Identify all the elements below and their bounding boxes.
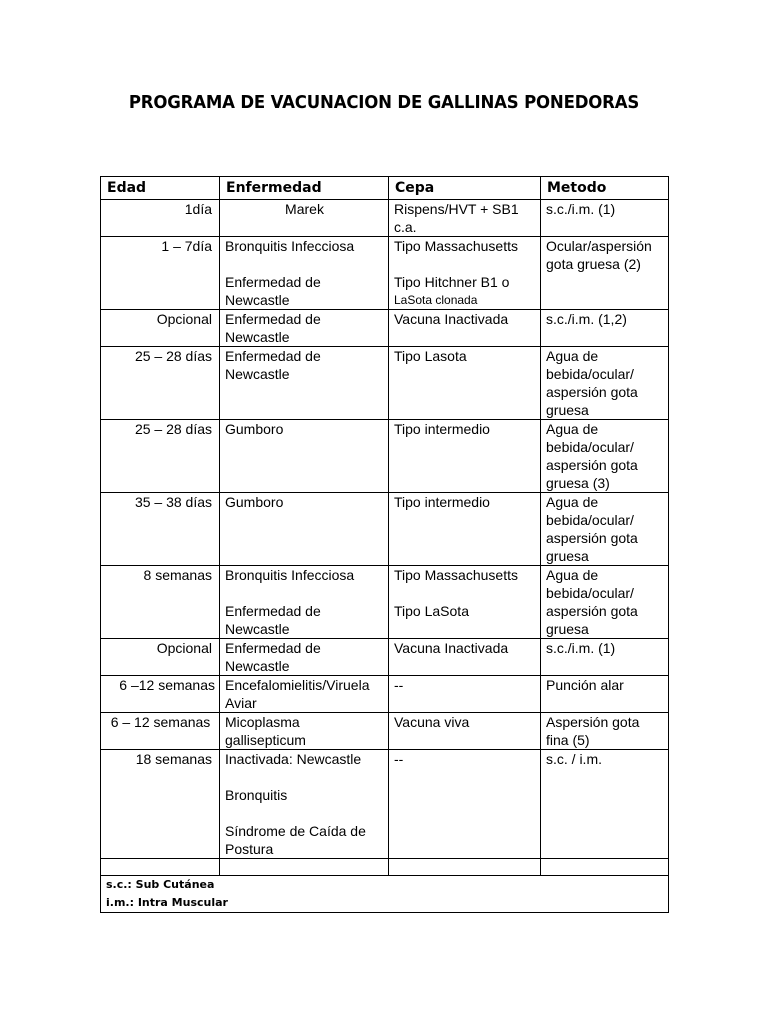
cell-edad: 25 – 28 días [101, 347, 220, 420]
cell-empty [541, 859, 669, 876]
cell-cepa [389, 566, 541, 639]
cell-cepa: Vacuna Inactivada [389, 310, 541, 347]
cell-enfermedad: Gumboro [220, 420, 389, 493]
cell-metodo: Agua de bebida/ocular/ aspersión gota gruesa [541, 566, 669, 639]
cell-edad: Opcional [101, 310, 220, 347]
cell-cepa: Vacuna Inactivada [389, 639, 541, 676]
cell-line: LaSota clonada [394, 293, 478, 307]
cell-metodo: s.c./i.m. (1) [541, 200, 669, 237]
cell-metodo: s.c. / i.m. [541, 750, 669, 859]
cell-edad: 6 – 12 semanas [101, 713, 220, 750]
legend-item-im: i.m.: Intra Muscular [106, 896, 228, 909]
cell-enfermedad [220, 750, 389, 859]
cell-enfermedad: Enfermedad de Newcastle [220, 639, 389, 676]
cell-cepa: Vacuna viva [389, 713, 541, 750]
cell-cepa: Rispens/HVT + SB1 c.a. [389, 200, 541, 237]
cell-line: Bronquitis Infecciosa [225, 567, 355, 583]
legend-item-sc: s.c.: Sub Cutánea [106, 878, 215, 891]
cell-metodo: Agua de bebida/ocular/ aspersión gota gruesa [541, 493, 669, 566]
cell-metodo: s.c./i.m. (1,2) [541, 310, 669, 347]
cell-enfermedad: Gumboro [220, 493, 389, 566]
cell-edad: Opcional [101, 639, 220, 676]
cell-edad: 6 –12 semanas [101, 676, 220, 713]
table-row [101, 493, 669, 566]
cell-line: Inactivada: Newcastle [225, 751, 362, 767]
cell-empty [389, 859, 541, 876]
cell-edad: 1día [101, 200, 220, 237]
cell-line: Síndrome de Caída de Postura [225, 823, 366, 857]
table-row [101, 713, 669, 750]
cell-line: Tipo Massachusetts [394, 567, 518, 583]
legend-cell [101, 876, 669, 913]
cell-cepa: -- [389, 750, 541, 859]
cell-enfermedad: Enfermedad de Newcastle [220, 310, 389, 347]
cell-metodo: Agua de bebida/ocular/ aspersión gota gruesa (3) [541, 420, 669, 493]
cell-cepa [389, 237, 541, 310]
cell-edad: 25 – 28 días [101, 420, 220, 493]
cell-edad: 8 semanas [101, 566, 220, 639]
table-row [101, 347, 669, 420]
cell-enfermedad [220, 566, 389, 639]
header-metodo: Metodo [541, 177, 669, 200]
cell-line: Enfermedad de Newcastle [225, 274, 321, 308]
cell-line: Bronquitis Infecciosa [225, 238, 355, 254]
table-row [101, 639, 669, 676]
header-enfermedad: Enfermedad [220, 177, 389, 200]
legend-row [101, 876, 669, 913]
cell-metodo: Ocular/aspersión gota gruesa (2) [541, 237, 669, 310]
cell-cepa: Tipo intermedio [389, 420, 541, 493]
cell-cepa: Tipo intermedio [389, 493, 541, 566]
table-row [101, 750, 669, 859]
cell-metodo: Aspersión gota fina (5) [541, 713, 669, 750]
cell-enfermedad: Micoplasma gallisepticum [220, 713, 389, 750]
cell-enfermedad: Marek [220, 200, 389, 237]
cell-enfermedad: Encefalomielitis/Viruela Aviar [220, 676, 389, 713]
cell-line: Tipo Hitchner B1 o [394, 274, 510, 290]
table-row [101, 566, 669, 639]
cell-cepa: -- [389, 676, 541, 713]
cell-edad: 1 – 7día [101, 237, 220, 310]
cell-empty [220, 859, 389, 876]
table-row [101, 676, 669, 713]
header-cepa: Cepa [389, 177, 541, 200]
cell-empty [101, 859, 220, 876]
table-row [101, 237, 669, 310]
cell-line: Bronquitis [225, 787, 288, 803]
page-title: PROGRAMA DE VACUNACION DE GALLINAS PONEDORAS [128, 92, 640, 113]
cell-metodo: s.c./i.m. (1) [541, 639, 669, 676]
cell-enfermedad [220, 237, 389, 310]
header-edad: Edad [101, 177, 220, 200]
cell-edad: 18 semanas [101, 750, 220, 859]
cell-line: Tipo Massachusetts [394, 238, 518, 254]
table-row-empty [101, 859, 669, 876]
table-header-row [101, 177, 669, 200]
cell-metodo: Punción alar [541, 676, 669, 713]
cell-line: Tipo LaSota [394, 603, 469, 619]
table-row [101, 310, 669, 347]
vaccination-table [100, 176, 669, 913]
cell-edad: 35 – 38 días [101, 493, 220, 566]
table-row [101, 200, 669, 237]
table-row [101, 420, 669, 493]
cell-enfermedad: Enfermedad de Newcastle [220, 347, 389, 420]
cell-cepa: Tipo Lasota [389, 347, 541, 420]
cell-metodo: Agua de bebida/ocular/ aspersión gota gruesa [541, 347, 669, 420]
cell-line: Enfermedad de Newcastle [225, 603, 321, 637]
